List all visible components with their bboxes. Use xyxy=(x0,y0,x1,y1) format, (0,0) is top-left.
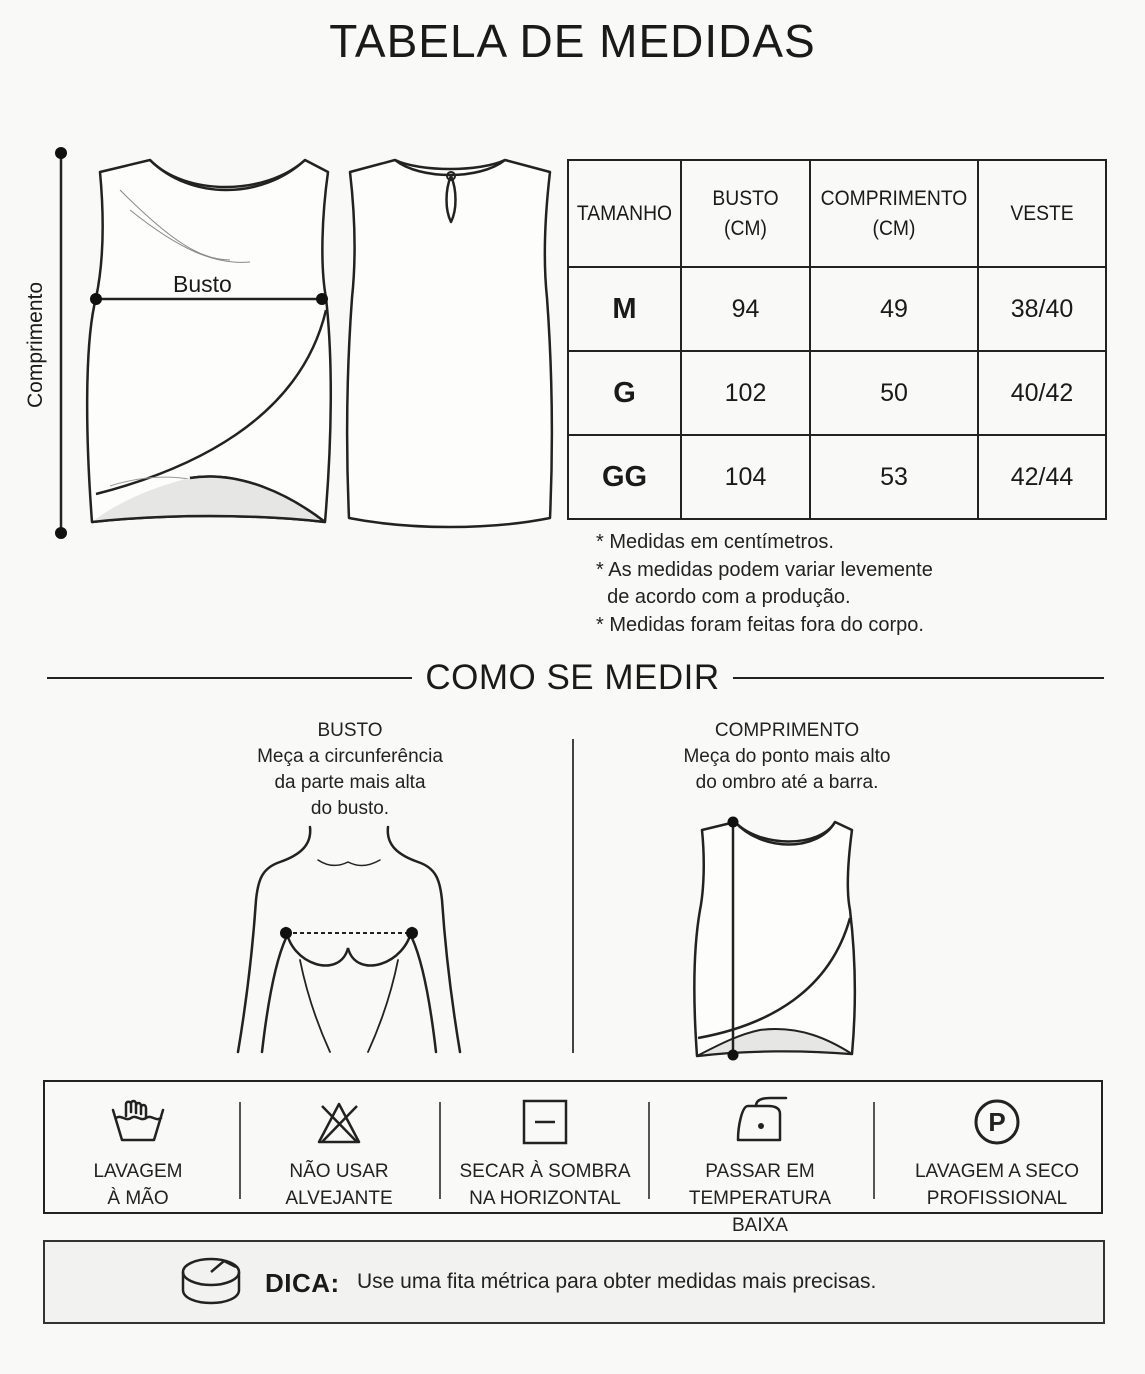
bust-label: Busto xyxy=(173,271,232,297)
length-label: Comprimento xyxy=(24,281,47,409)
how-to-length-text: COMPRIMENTO Meça do ponto mais alto do ombro até a barra. xyxy=(637,718,937,796)
bust-cell: 94 xyxy=(681,267,810,351)
care-divider xyxy=(239,1102,241,1199)
header-size: TAMANHO xyxy=(573,160,677,267)
bust-cell: 104 xyxy=(681,435,810,519)
table-row xyxy=(568,267,1106,351)
header-fits: VESTE xyxy=(983,160,1101,267)
table-row xyxy=(568,351,1106,435)
note-line: * Medidas foram feitas fora do corpo. xyxy=(596,613,924,636)
measuring-tape-icon xyxy=(0,0,1,1)
size-cell: GG xyxy=(568,435,681,519)
bust-cell: 102 xyxy=(681,351,810,435)
section-divider-left xyxy=(47,677,412,679)
header-bust: BUSTO (CM) xyxy=(686,160,805,267)
how-to-bust-heading: BUSTO xyxy=(317,720,383,741)
care-divider xyxy=(648,1102,650,1199)
how-to-length-heading: COMPRIMENTO xyxy=(714,720,860,741)
size-cell: G xyxy=(568,351,681,435)
care-dry-flat-label: SECAR À SOMBRA NA HORIZONTAL xyxy=(459,1161,631,1209)
care-divider xyxy=(439,1102,441,1199)
care-divider xyxy=(873,1102,875,1199)
how-to-bust-text: BUSTO Meça a circunferência da parte mais alta do busto. xyxy=(200,718,500,822)
size-table xyxy=(567,159,1107,520)
care-iron-label: PASSAR EM TEMPERATURA BAIXA xyxy=(688,1161,832,1236)
fits-cell: 40/42 xyxy=(978,351,1106,435)
table-row xyxy=(568,435,1106,519)
care-hand-wash-label: LAVAGEM À MÃO xyxy=(93,1161,183,1209)
svg-text:P: P xyxy=(988,1107,1006,1137)
care-dry-clean-label: LAVAGEM A SECO PROFISSIONAL xyxy=(914,1161,1080,1209)
tip-text: Use uma fita métrica para obter medidas mais precisas. xyxy=(357,1270,877,1293)
how-to-divider xyxy=(572,739,574,1053)
measurement-notes xyxy=(596,529,933,639)
note-line: * Medidas em centímetros. xyxy=(596,531,834,553)
length-cell: 49 xyxy=(810,267,978,351)
page-title: TABELA DE MEDIDAS xyxy=(329,15,816,67)
fits-cell: 38/40 xyxy=(978,267,1106,351)
tip-label: DICA: xyxy=(265,1268,340,1298)
header-length: COMPRIMENTO (CM) xyxy=(817,160,972,267)
fits-cell: 42/44 xyxy=(978,435,1106,519)
length-cell: 53 xyxy=(810,435,978,519)
section-divider-right xyxy=(733,677,1104,679)
how-to-title: COMO SE MEDIR xyxy=(425,658,720,697)
note-line: * As medidas podem variar levemente xyxy=(596,558,933,581)
size-cell: M xyxy=(568,267,681,351)
length-cell: 50 xyxy=(810,351,978,435)
care-no-bleach-label: NÃO USAR ALVEJANTE xyxy=(285,1161,393,1209)
note-line: de acordo com a produção. xyxy=(596,586,851,608)
